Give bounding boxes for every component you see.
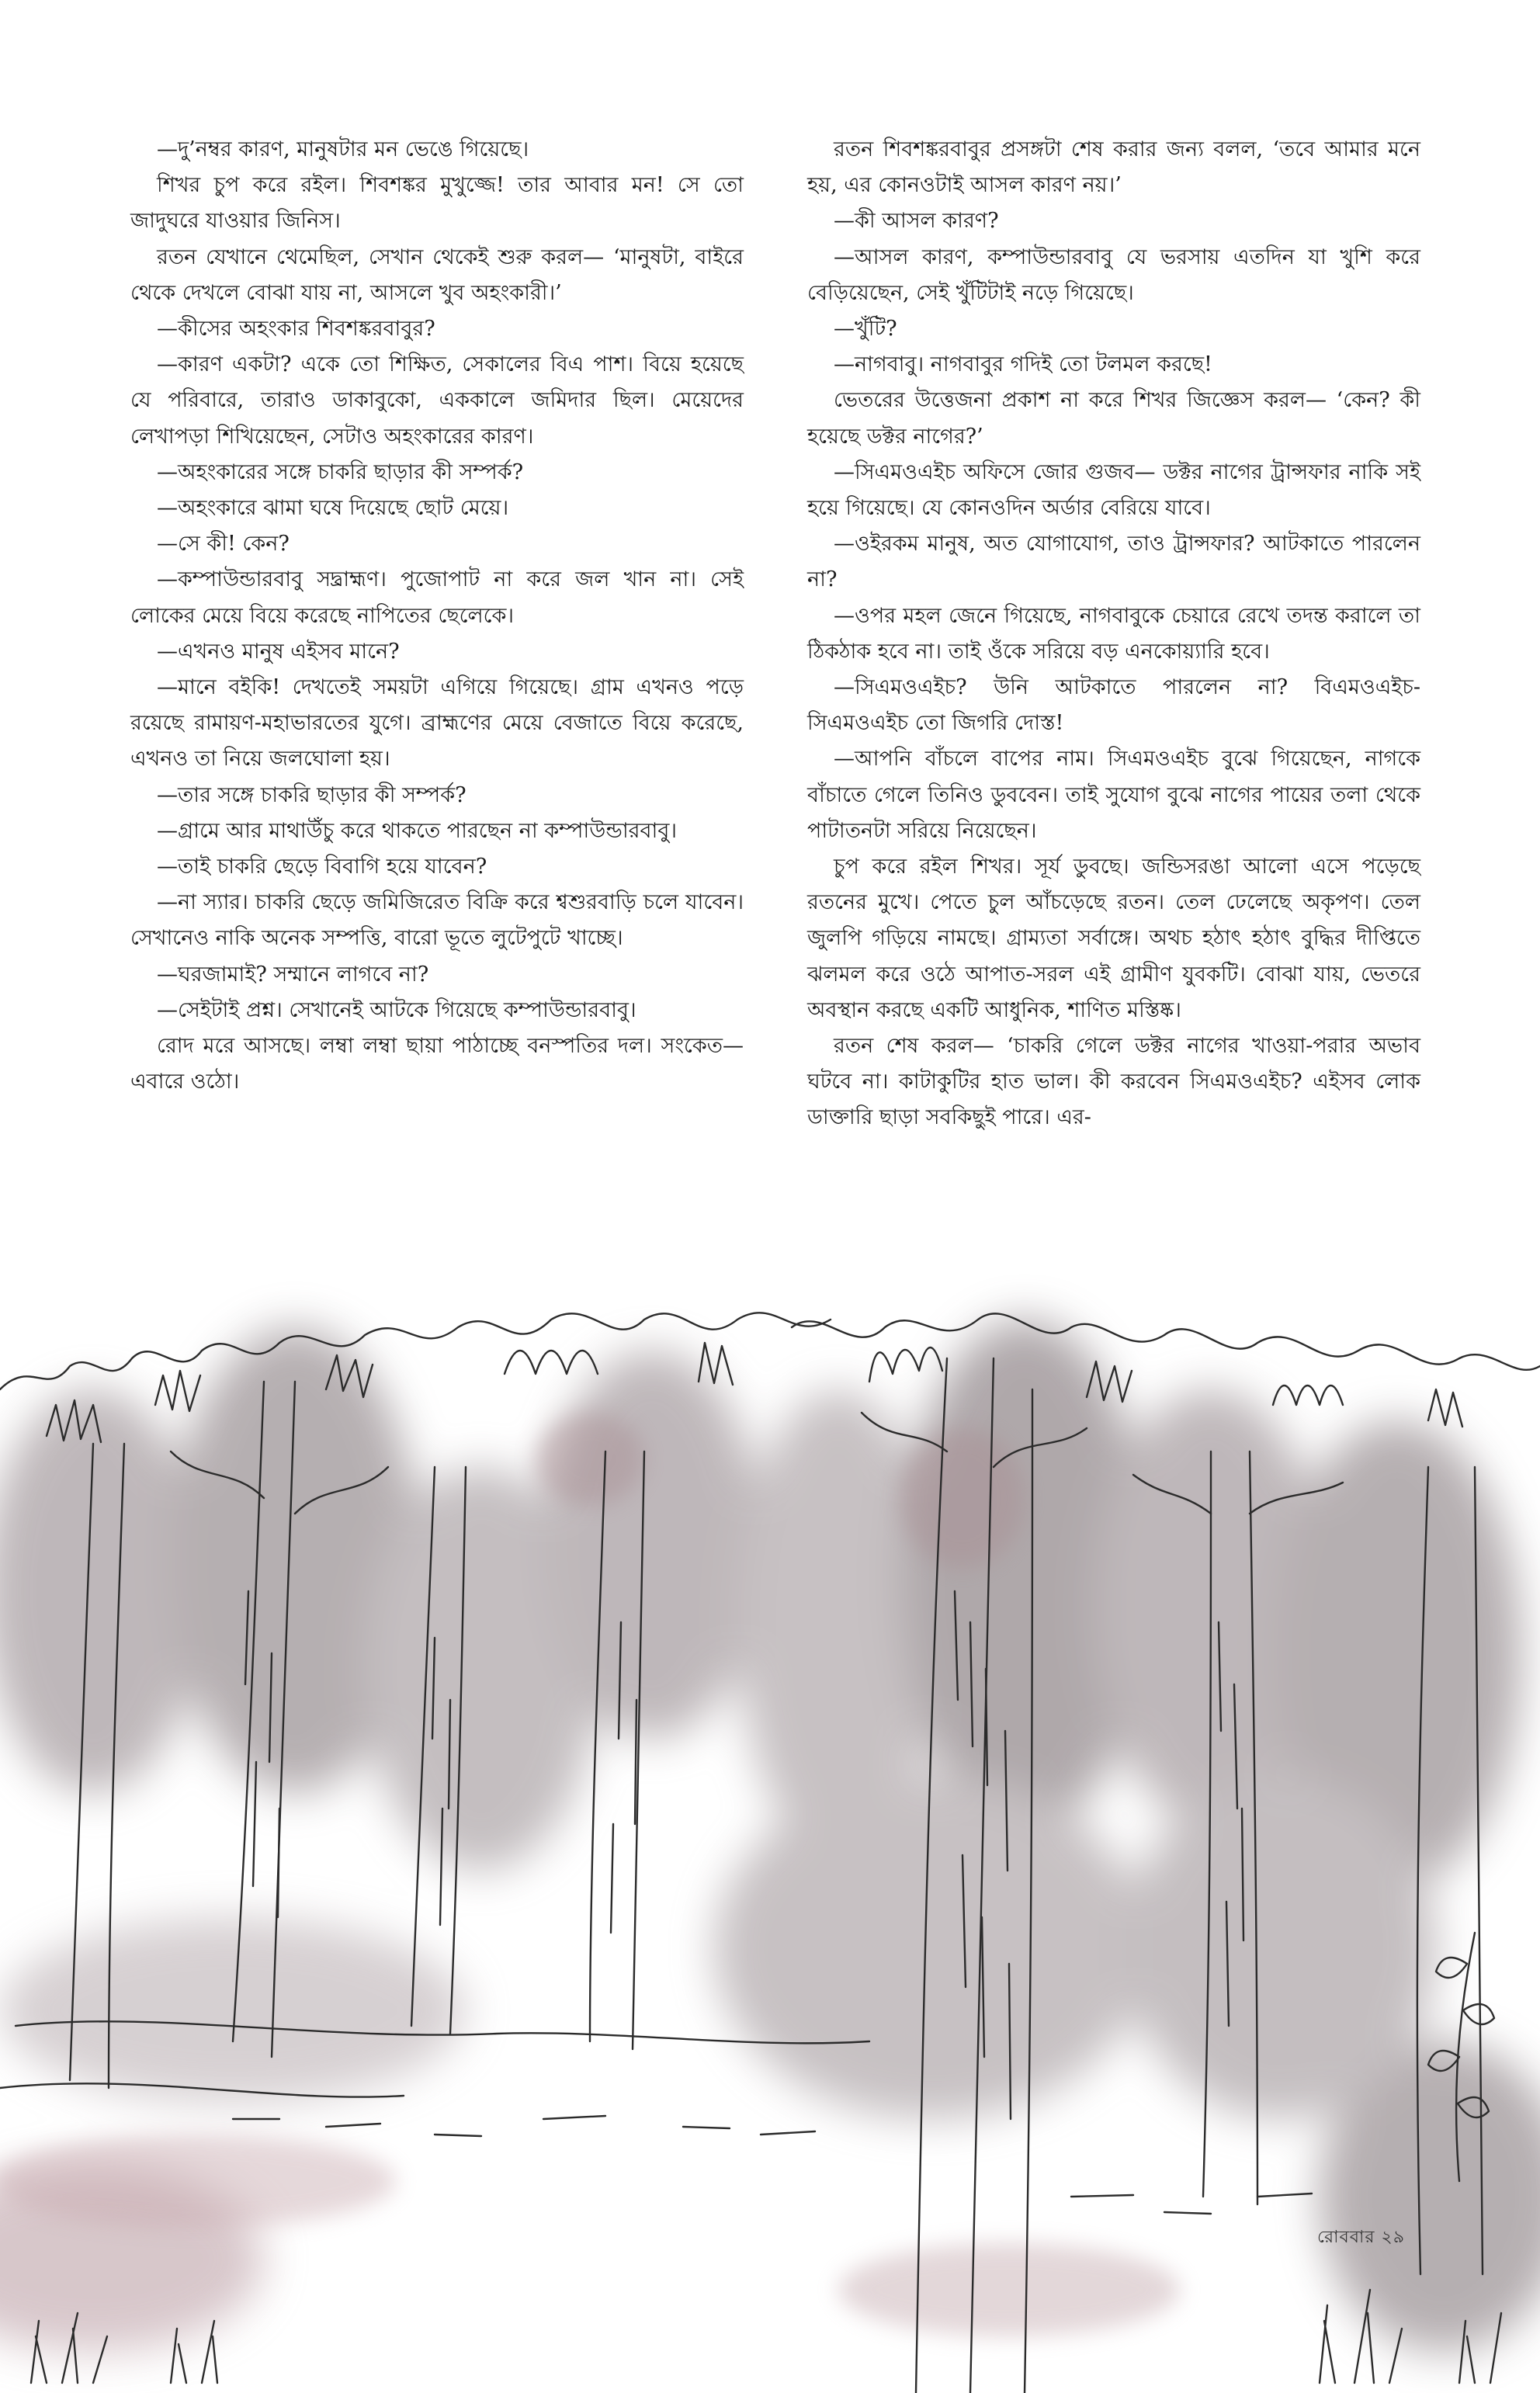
right-text-column bbox=[807, 132, 1420, 1136]
paragraph: —কারণ একটা? একে তো শিক্ষিত, সেকালের বিএ পাশ। বিয়ে হয়েছে যে পরিবারে, তারাও ডাকাবুকো, এককালে জমিদার ছিল। মেয়েদের লেখাপড়া শিখিয়েছেন, সেটাও অহংকারের কারণ। bbox=[130, 352, 744, 449]
paragraph: —ঘরজামাই? সম্মানে লাগবে না? bbox=[157, 962, 429, 987]
paragraph: চুপ করে রইল শিখর। সূর্য ডুবছে। জন্ডিসরঙা আলো এসে পড়েছে রতনের মুখে। পেতে চুল আঁচড়েছে রতন। তেল ঢেলেছে অকৃপণ। তেল জুলপি গড়িয়ে নামছে। গ্রাম্যতা সর্বাঙ্গে। অথচ হঠাৎ হঠাৎ বুদ্ধির দীপ্তিতে ঝলমল করে ওঠে আপাত-সরল এই গ্রামীণ যুবকটি। বোঝা যায়, ভেতরে অবস্থান করছে একটি আধুনিক, শাণিত মস্তিষ্ক। bbox=[807, 855, 1420, 1022]
paragraph: —ওপর মহল জেনে গিয়েছে, নাগবাবুকে চেয়ারে রেখে তদন্ত করালে তা ঠিকঠাক হবে না। তাই ওঁকে সরিয়ে বড় এনকোয়্যারি হবে। bbox=[807, 603, 1420, 664]
paragraph: —কী আসল কারণ? bbox=[834, 209, 999, 234]
paragraph: —কম্পাউন্ডারবাবু সদ্ব্রাহ্মণ। পুজোপাট না করে জল খান না। সেই লোকের মেয়ে বিয়ে করেছে নাপিতের ছেলেকে। bbox=[130, 567, 744, 628]
paragraph: —তাই চাকরি ছেড়ে বিবাগি হয়ে যাবেন? bbox=[157, 855, 487, 879]
paragraph: —মানে বইকি! দেখতেই সময়টা এগিয়ে গিয়েছে। গ্রাম এখনও পড়ে রয়েছে রামায়ণ-মহাভারতের যুগে। ব্রাহ্মণের মেয়ে বেজাতে বিয়ে করেছে, এখনও তা নিয়ে জলঘোলা হয়। bbox=[130, 675, 744, 772]
paragraph: —সিএমওএইচ? উনি আটকাতে পারলেন না? বিএমওএইচ-সিএমওএইচ তো জিগরি দোস্ত! bbox=[807, 675, 1420, 736]
paragraph: —সে কী! কেন? bbox=[157, 532, 290, 557]
paragraph: —না স্যার। চাকরি ছেড়ে জমিজিরেত বিক্রি করে শ্বশুরবাড়ি চলে যাবেন। সেখানেও নাকি অনেক সম্পত্তি, বারো ভূতে লুটেপুটে খাচ্ছে। bbox=[130, 890, 744, 951]
forest-illustration bbox=[0, 1265, 1540, 2393]
paragraph: শিখর চুপ করে রইল। শিবশঙ্কর মুখুজ্জে! তার আবার মন! সে তো জাদুঘরে যাওয়ার জিনিস। bbox=[130, 173, 744, 234]
paragraph: —গ্রামে আর মাথাউঁচু করে থাকতে পারছেন না কম্পাউন্ডারবাবু। bbox=[157, 818, 678, 843]
paragraph: —এখনও মানুষ এইসব মানে? bbox=[157, 639, 400, 664]
paragraph: —আসল কারণ, কম্পাউন্ডারবাবু যে ভরসায় এতদিন যা খুশি করে বেড়িয়েছেন, সেই খুঁটিটাই নড়ে গিয়েছে। bbox=[807, 245, 1420, 305]
paragraph: —ওইরকম মানুষ, অত যোগাযোগ, তাও ট্রান্সফার? আটকাতে পারলেন না? bbox=[807, 532, 1420, 592]
paragraph: —সেইটাই প্রশ্ন। সেখানেই আটকে গিয়েছে কম্পাউন্ডারবাবু। bbox=[157, 997, 636, 1022]
paragraph: —সিএমওএইচ অফিসে জোর গুজব— ডক্টর নাগের ট্রান্সফার নাকি সই হয়ে গিয়েছে। যে কোনওদিন অর্ডার বেরিয়ে যাবে। bbox=[807, 460, 1420, 521]
paragraph: —তার সঙ্গে চাকরি ছাড়ার কী সম্পর্ক? bbox=[157, 782, 467, 807]
paragraph: —আপনি বাঁচলে বাপের নাম। সিএমওএইচ বুঝে গিয়েছেন, নাগকে বাঁচাতে গেলে তিনিও ডুববেন। তাই সুযোগ বুঝে নাগের পায়ের তলা থেকে পাটাতনটা সরিয়ে নিয়েছেন। bbox=[807, 747, 1420, 843]
page-footer: রোববার ২৯ bbox=[1317, 2228, 1405, 2247]
paragraph: রতন শিবশঙ্করবাবুর প্রসঙ্গটা শেষ করার জন্য বলল, ‘তবে আমার মনে হয়, এর কোনওটাই আসল কারণ নয়।’ bbox=[807, 137, 1420, 198]
paragraph: —অহংকারে ঝামা ঘষে দিয়েছে ছোট মেয়ে। bbox=[157, 496, 509, 521]
paragraph: রতন শেষ করল— ‘চাকরি গেলে ডক্টর নাগের খাওয়া-পরার অভাব ঘটবে না। কাটাকুটির হাত ভাল। কী করবেন সিএমওএইচ? এইসব লোক ডাক্তারি ছাড়া সবকিছুই পারে। এর- bbox=[807, 1034, 1420, 1130]
paragraph: —নাগবাবু। নাগবাবুর গদিই তো টলমল করছে! bbox=[834, 352, 1212, 377]
paragraph: রতন যেখানে থেমেছিল, সেখান থেকেই শুরু করল— ‘মানুষটা, বাইরে থেকে দেখলে বোঝা যায় না, আসলে খুব অহংকারী।’ bbox=[130, 245, 744, 305]
paragraph: —অহংকারের সঙ্গে চাকরি ছাড়ার কী সম্পর্ক? bbox=[157, 460, 524, 484]
paragraph: রোদ মরে আসছে। লম্বা লম্বা ছায়া পাঠাচ্ছে বনস্পতির দল। সংকেত— এবারে ওঠো। bbox=[130, 1034, 744, 1094]
left-text-column bbox=[130, 132, 744, 1100]
paragraph: —খুঁটি? bbox=[834, 317, 897, 342]
paragraph: ভেতরের উত্তেজনা প্রকাশ না করে শিখর জিজ্ঞেস করল— ‘কেন? কী হয়েছে ডক্টর নাগের?’ bbox=[807, 388, 1420, 449]
paragraph: —দু’নম্বর কারণ, মানুষটার মন ভেঙে গিয়েছে। bbox=[157, 137, 529, 161]
paragraph: —কীসের অহংকার শিবশঙ্করবাবুর? bbox=[157, 317, 435, 342]
